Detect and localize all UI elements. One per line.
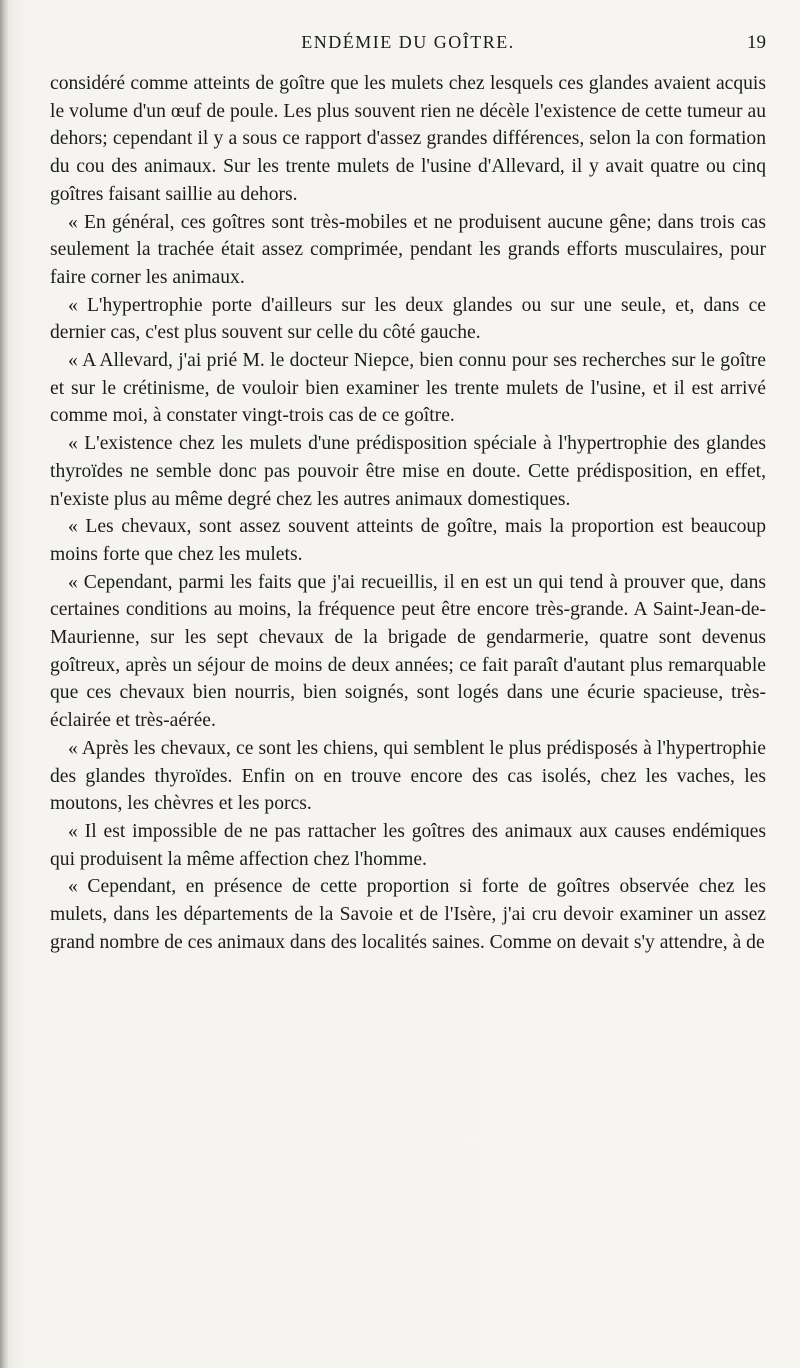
- paragraph: « L'hypertrophie porte d'ailleurs sur les deux glandes ou sur une seule, et, dans ce dernier cas, c'est plus souvent sur celle du côté gauche.: [50, 294, 766, 344]
- page-binding-edge: [0, 0, 8, 1368]
- paragraph: « Cependant, en présence de cette proportion si forte de goîtres observée chez les mulets, dans les départements de la Savoie et de l'Isère, j'ai cru devoir examiner un assez grand nombre de ces animaux dans des localités saines. Comme on devait s'y attendre, à de: [50, 876, 766, 953]
- page-number: 19: [747, 32, 766, 53]
- page-header: [50, 30, 766, 56]
- paragraph: « Les chevaux, sont assez souvent atteints de goître, mais la proportion est beaucoup moins forte que chez les mulets.: [50, 516, 766, 565]
- paragraph: « Cependant, parmi les faits que j'ai recueillis, il en est un qui tend à prouver que, dans certaines conditions au moins, la fréquence peut être encore très-grande. A Saint-Jean-de-Maurienne, sur les sept chevaux de la brigade de gendarmerie, quatre sont devenus goîtreux, après un séjour de moins de deux années; ce fait paraît d'autant plus remarquable que ces chevaux bien nourris, bien soignés, sont logés dans une écurie spacieuse, très-éclairée et très-aérée.: [50, 571, 766, 732]
- body-text: [50, 70, 766, 957]
- paragraph: « En général, ces goîtres sont très-mobiles et ne produisent aucune gêne; dans trois cas seulement la trachée était assez comprimée, pendant les grands efforts musculaires, pour faire corner les animaux.: [50, 211, 766, 288]
- running-head: ENDÉMIE DU GOÎTRE.: [301, 32, 515, 52]
- paragraph: « A Allevard, j'ai prié M. le docteur Niepce, bien connu pour ses recherches sur le goître et sur le crétinisme, de vouloir bien examiner les trente mulets de l'usine, et il est arrivé comme moi, à constater vingt-trois cas de ce goître.: [50, 350, 766, 427]
- paragraph: « Il est impossible de ne pas rattacher les goîtres des animaux aux causes endémiques qui produisent la même affection chez l'homme.: [50, 820, 766, 870]
- paragraph: « Après les chevaux, ce sont les chiens, qui semblent le plus prédisposés à l'hypertrophie des glandes thyroïdes. Enfin on en trouve encore des cas isolés, chez les vaches, les moutons, les chèvres et les porcs.: [50, 737, 766, 815]
- paragraph-continuation: considéré comme atteints de goître que les mulets chez lesquels ces glandes avaient acquis le volume d'un œuf de poule. Les plus souvent rien ne décèle l'existence de cette tumeur au dehors; cependant il y a sous ce rapport d'assez grandes différences, selon la con formation du cou des animaux. Sur les trente mulets de l'usine d'Allevard, il y avait quatre ou cinq goîtres faisant saillie au dehors.: [50, 73, 766, 205]
- paragraph: « L'existence chez les mulets d'une prédisposition spéciale à l'hypertrophie des glandes thyroïdes ne semble donc pas pouvoir être mise en doute. Cette prédisposition, en effet, n'existe plus au même degré chez les autres animaux domestiques.: [50, 433, 766, 510]
